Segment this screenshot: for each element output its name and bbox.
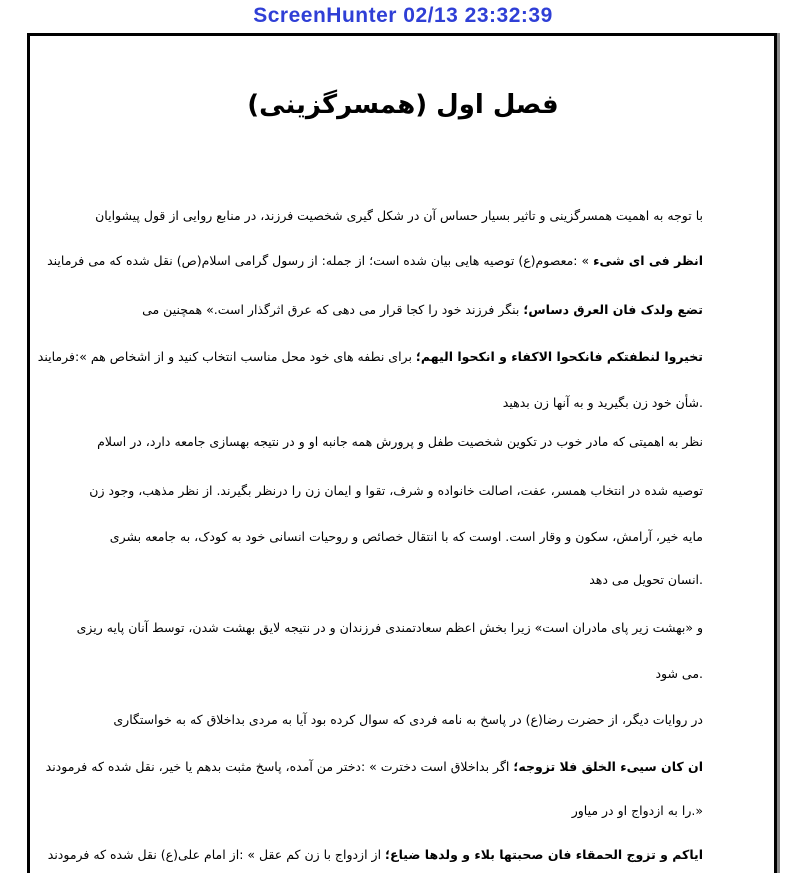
text-line — [83, 529, 703, 544]
text-line — [47, 253, 703, 268]
arabic-quote: ایاکم و تزوج الحمقاء فان صحبتها بلاء و ولدها ضیاع؛ — [385, 847, 703, 862]
screenhunter-watermark: ScreenHunter 02/13 23:32:39 — [253, 4, 553, 27]
line-text: .شأن خود زن بگیرید و به آنها زن بدهید — [502, 395, 703, 410]
line-text: .انسان تحویل می دهد — [589, 572, 703, 587]
line-text: از ازدواج با زن کم عقل » :از امام علی(ع) نقل شده که فرمودند — [47, 847, 386, 862]
line-text: » :معصوم(ع) توصیه هایی بیان شده است؛ از جمله: از رسول گرامی اسلام(ص) نقل شده که می فرمایند — [47, 253, 594, 268]
line-text: نظر به اهمیتی که مادر خوب در تکوین شخصیت طفل و پرورش همه جانبه او و در نتیجه بهسازی جامعه دارد، در اسلام — [97, 434, 703, 449]
page-border — [27, 33, 777, 873]
text-line — [83, 483, 703, 498]
text-line — [83, 434, 703, 449]
arabic-quote: ان کان سییء الخلق فلا تزوجه؛ — [513, 759, 703, 774]
text-line — [47, 847, 703, 862]
text-line — [83, 208, 703, 223]
text-line — [83, 572, 703, 587]
line-text: .می شود — [655, 666, 703, 681]
line-text: در روایات دیگر، از حضرت رضا(ع) در پاسخ به نامه فردی که سوال کرده بود آیا به مردی بداخلاق که به خواستگاری — [113, 712, 703, 727]
arabic-quote: تضع ولدک فان العرق دساس؛ — [523, 302, 703, 317]
line-text: بنگر فرزند خود را کجا قرار می دهی که عرق اثرگذار است.» همچنین می — [142, 302, 524, 317]
text-line — [83, 666, 703, 681]
text-line — [83, 302, 703, 317]
text-line — [83, 395, 703, 410]
line-text: اگر بداخلاق است دخترت » :دختر من آمده، پاسخ مثبت بدهم یا خیر، نقل شده که فرمودند — [45, 759, 514, 774]
line-text: «.را به ازدواج او در میاور — [571, 803, 703, 818]
arabic-quote: تخیروا لنطفتکم فانکحوا الاکفاء و انکحوا الیهم؛ — [415, 349, 703, 364]
line-text: با توجه به اهمیت همسرگزینی و تاثیر بسیار حساس آن در شکل گیری شخصیت فرزند، در منابع روایی از قول پیشوایان — [95, 208, 703, 223]
text-line — [37, 349, 703, 364]
text-line — [83, 803, 703, 818]
text-line — [83, 712, 703, 727]
line-text: توصیه شده در انتخاب همسر، عفت، اصالت خانواده و شرف، تقوا و ایمان زن را درنظر بگیرند. از نظر مذهب، وجود زن — [89, 483, 703, 498]
line-text: و «بهشت زیر پای مادران است» زیرا بخش اعظم سعادتمندی فرزندان و در نتیجه لایق بهشت شدن، توسط آنان پایه ریزی — [76, 620, 703, 635]
line-text: مایه خیر، آرامش، سکون و وقار است. اوست که با انتقال خصائص و روحیات انسانی خود به کودک، به جامعه بشری — [109, 529, 703, 544]
line-text: برای نطفه های خود محل مناسب انتخاب کنید و از اشخاص هم »:فرمایند — [37, 349, 416, 364]
text-line — [45, 759, 703, 774]
text-line — [76, 620, 703, 635]
arabic-quote: انظر فی ای شیء — [593, 253, 703, 268]
chapter-title: فصل اول (همسرگزینی) — [247, 90, 559, 120]
